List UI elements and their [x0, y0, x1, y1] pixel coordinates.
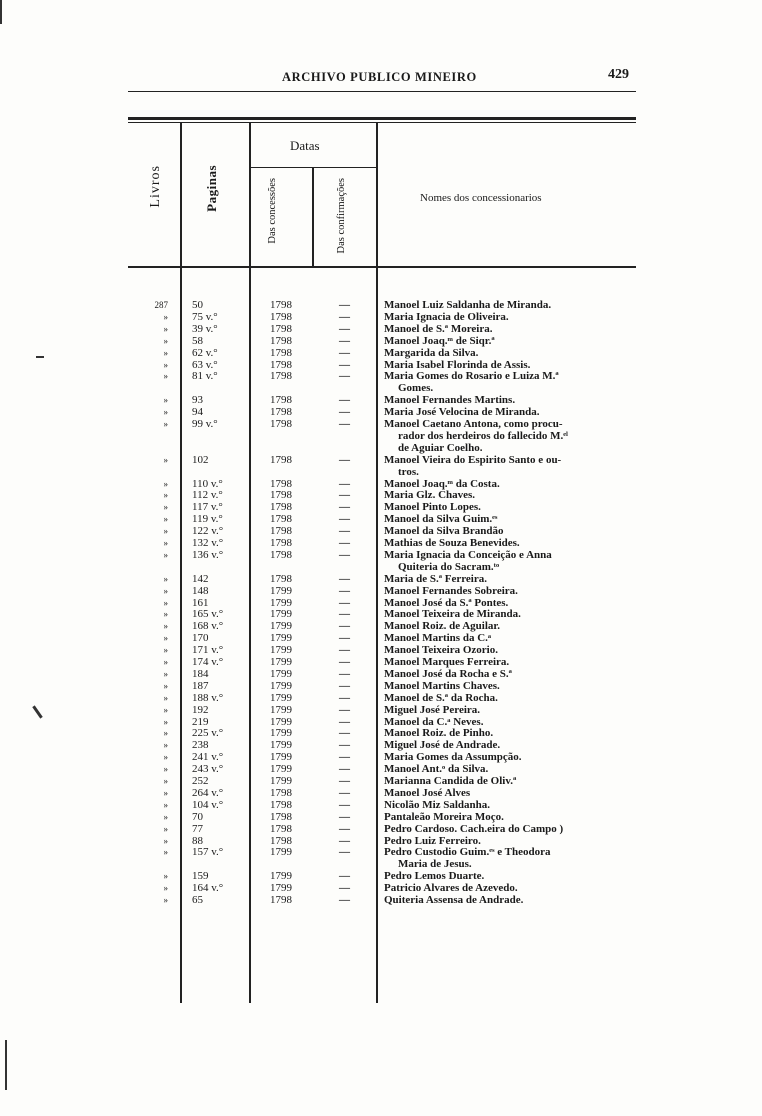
cell-pagina: 63 v.° — [192, 358, 218, 371]
cell-nome: Manoel José Alves — [384, 786, 471, 799]
cell-concessao: 1798 — [270, 822, 292, 835]
cell-livro: » — [163, 645, 168, 656]
cell-confirmacao: — — [339, 870, 350, 883]
cell-concessao: 1798 — [270, 513, 292, 526]
cell-pagina: 119 v.° — [192, 513, 223, 526]
cell-nome: Pedro Lemos Duarte. — [384, 870, 485, 883]
cell-nome: Manoel Teixeira Ozorio. — [384, 644, 498, 657]
cell-nome: Margarida da Silva. — [384, 346, 479, 359]
cell-concessao: 1799 — [270, 632, 292, 645]
cell-nome: Manoel Fernandes Martins. — [384, 394, 516, 407]
cell-pagina: 219 — [192, 715, 209, 728]
cell-pagina: 159 — [192, 870, 209, 883]
cell-concessao: 1798 — [270, 346, 292, 359]
cell-livro: » — [163, 680, 168, 691]
margin-mark — [36, 356, 44, 358]
cell-livro: » — [163, 585, 168, 596]
cell-nome: Manoel da Silva Brandão — [384, 525, 504, 538]
cell-concessao: 1798 — [270, 525, 292, 538]
cell-nome: Marianna Candida de Oliv.ª — [384, 775, 517, 787]
column-divider — [180, 123, 182, 1003]
cell-concessao: 1798 — [270, 394, 292, 407]
cell-livro: » — [163, 573, 168, 584]
cell-confirmacao: — — [339, 608, 350, 621]
cell-livro: » — [163, 323, 168, 334]
cell-concessao: 1799 — [270, 691, 292, 704]
cell-livro: » — [163, 799, 168, 810]
cell-concessao: 1798 — [270, 786, 292, 799]
cell-concessao: 1799 — [270, 620, 292, 633]
cell-concessao: 1798 — [270, 299, 292, 311]
cell-confirmacao: — — [339, 453, 350, 466]
table-top-rule — [128, 117, 636, 120]
cell-pagina: 81 v.° — [192, 370, 218, 383]
cell-concessao: 1798 — [270, 798, 292, 811]
cell-livro: » — [163, 811, 168, 822]
cell-concessao: 1798 — [270, 834, 292, 847]
cell-livro: » — [163, 692, 168, 703]
cell-livro: » — [163, 347, 168, 358]
cell-concessao: 1799 — [270, 667, 292, 680]
cell-concessao: 1798 — [270, 894, 292, 906]
cell-nome: Manoel Luiz Saldanha de Miranda. — [384, 299, 552, 311]
table-header-rule — [128, 266, 636, 268]
cell-nome: Quiteria Assensa de Andrade. — [384, 894, 524, 906]
cell-pagina: 88 — [192, 834, 203, 847]
cell-pagina: 157 v.° — [192, 846, 224, 859]
cell-nome: Maria Ignacia de Oliveira. — [384, 310, 509, 323]
cell-livro: » — [163, 514, 168, 525]
cell-nome: Manoel José da S.ª Pontes. — [384, 596, 509, 609]
cell-nome: Maria Glz. Chaves. — [384, 489, 476, 502]
cell-nome: Manoel da Silva Guim.ᵉˢ — [384, 513, 498, 526]
cell-confirmacao: — — [339, 346, 350, 359]
cell-concessao: 1799 — [270, 727, 292, 740]
cell-nome: Maria Gomes do Rosario e Luiza M.ª — [384, 370, 559, 383]
cell-pagina: 184 — [192, 667, 209, 680]
cell-confirmacao: — — [339, 846, 350, 859]
column-divider — [312, 168, 314, 266]
cell-concessao: 1798 — [270, 572, 292, 585]
cell-confirmacao: — — [339, 715, 350, 728]
cell-pagina: 39 v.° — [192, 322, 218, 335]
cell-confirmacao: — — [339, 763, 350, 776]
cell-concessao: 1799 — [270, 644, 292, 657]
cell-confirmacao: — — [339, 632, 350, 645]
column-header-datas: Datas — [290, 138, 320, 153]
cell-livro: » — [163, 668, 168, 679]
cell-livro: » — [163, 419, 168, 429]
cell-confirmacao: — — [339, 894, 350, 906]
cell-nome: Manoel Martins Chaves. — [384, 679, 500, 692]
cell-pagina: 94 — [192, 406, 203, 419]
cell-confirmacao: — — [339, 406, 350, 419]
cell-concessao: 1799 — [270, 679, 292, 692]
cell-pagina: 192 — [192, 703, 209, 716]
cell-livro: » — [163, 311, 168, 322]
cell-livro: » — [163, 526, 168, 537]
cell-confirmacao: — — [339, 667, 350, 680]
cell-confirmacao: — — [339, 751, 350, 764]
cell-pagina: 188 v.° — [192, 691, 224, 704]
cell-concessao: 1799 — [270, 775, 292, 787]
cell-nome: Maria Gomes da Assumpção. — [384, 751, 522, 764]
cell-confirmacao: — — [339, 691, 350, 704]
cell-pagina: 243 v.° — [192, 763, 224, 776]
cell-concessao: 1798 — [270, 810, 292, 823]
column-divider — [376, 123, 378, 1003]
cell-confirmacao: — — [339, 358, 350, 371]
cell-nome: Nicolão Miz Saldanha. — [384, 798, 491, 811]
cell-concessao: 1799 — [270, 715, 292, 728]
cell-livro: » — [163, 502, 168, 513]
cell-pagina: 161 — [192, 596, 209, 609]
cell-nome: Pedro Cardoso. Cach.eira do Campo ) — [384, 822, 564, 835]
cell-pagina: 252 — [192, 775, 209, 787]
cell-concessao: 1799 — [270, 846, 292, 859]
cell-livro: » — [163, 371, 168, 382]
cell-nome: Manoel Roiz. de Pinho. — [384, 727, 494, 740]
cell-livro: » — [163, 704, 168, 715]
margin-mark — [0, 0, 2, 24]
cell-nome: Manoel Martins da C.ᵃ — [384, 632, 492, 645]
cell-pagina: 117 v.° — [192, 501, 223, 514]
cell-pagina: 50 — [192, 299, 203, 311]
cell-confirmacao: — — [339, 596, 350, 609]
cell-pagina: 62 v.° — [192, 346, 218, 359]
cell-concessao: 1798 — [270, 477, 292, 490]
cell-confirmacao: — — [339, 310, 350, 323]
header-rule — [128, 91, 636, 92]
cell-confirmacao: — — [339, 489, 350, 502]
cell-nome: Manoel de S.ª Moreira. — [384, 322, 493, 335]
cell-concessao: 1798 — [270, 370, 292, 383]
cell-nome: Pedro Luiz Ferreiro. — [384, 834, 481, 847]
column-header-confirmacoes: Das confirmações — [336, 178, 347, 254]
cell-concessao: 1798 — [270, 548, 292, 561]
page-number: 429 — [608, 67, 629, 82]
cell-confirmacao: — — [339, 620, 350, 633]
cell-concessao: 1799 — [270, 763, 292, 776]
cell-livro: » — [163, 359, 168, 370]
cell-concessao: 1799 — [270, 596, 292, 609]
cell-confirmacao: — — [339, 798, 350, 811]
cell-confirmacao: — — [339, 572, 350, 585]
cell-confirmacao: — — [339, 644, 350, 657]
cell-livro: » — [163, 657, 168, 667]
cell-concessao: 1798 — [270, 358, 292, 371]
cell-pagina: 148 — [192, 584, 209, 597]
cell-livro: » — [163, 764, 168, 775]
cell-pagina: 164 v.° — [192, 882, 224, 895]
cell-confirmacao: — — [339, 786, 350, 799]
cell-livro: » — [163, 823, 168, 834]
cell-confirmacao: — — [339, 394, 350, 407]
cell-concessao: 1799 — [270, 703, 292, 716]
cell-livro: » — [163, 835, 168, 846]
cell-pagina: 238 — [192, 739, 209, 752]
cell-nome: Maria Isabel Florinda de Assis. — [384, 358, 531, 371]
cell-concessao: 1798 — [270, 537, 292, 549]
cell-confirmacao: — — [339, 370, 350, 383]
cell-concessao: 1799 — [270, 751, 292, 764]
cell-confirmacao: — — [339, 727, 350, 740]
cell-concessao: 1799 — [270, 608, 292, 621]
cell-pagina: 122 v.° — [192, 525, 224, 538]
cell-concessao: 1799 — [270, 739, 292, 752]
cell-confirmacao: — — [339, 299, 350, 311]
cell-nome: Manoel da C.ᵃ Neves. — [384, 715, 484, 728]
margin-mark — [32, 705, 42, 718]
cell-confirmacao: — — [339, 537, 350, 549]
cell-nome: Maria de S.ª Ferreira. — [384, 572, 487, 585]
cell-nome: Manoel Pinto Lopes. — [384, 501, 481, 514]
cell-pagina: 77 — [192, 822, 203, 835]
cell-nome: Manoel Vieira do Espirito Santo e ou- — [384, 453, 562, 466]
cell-nome-continuation: Gomes. — [398, 382, 434, 395]
cell-pagina: 110 v.° — [192, 477, 223, 490]
cell-livro: » — [163, 787, 168, 798]
cell-livro: » — [163, 621, 168, 632]
cell-livro: » — [163, 752, 168, 763]
cell-livro: » — [163, 871, 168, 882]
cell-livro: » — [163, 740, 168, 751]
cell-livro: » — [163, 597, 168, 608]
cell-nome-continuation: rador dos herdeiros do fallecido M.ᵉˡ — [398, 429, 568, 442]
cell-pagina: 132 v.° — [192, 537, 224, 549]
cell-nome: Maria José Velocina de Miranda. — [384, 406, 540, 419]
cell-pagina: 75 v.° — [192, 310, 218, 323]
cell-livro: » — [163, 728, 168, 739]
column-header-livros: Livros — [148, 165, 163, 208]
cell-pagina: 93 — [192, 394, 203, 407]
cell-nome-continuation: tros. — [398, 465, 419, 478]
cell-nome: Manoel Caetano Antona, como procu- — [384, 418, 563, 430]
cell-pagina: 65 — [192, 894, 203, 906]
cell-confirmacao: — — [339, 334, 350, 347]
cell-concessao: 1798 — [270, 489, 292, 502]
cell-confirmacao: — — [339, 822, 350, 835]
cell-livro: » — [163, 847, 168, 858]
margin-mark — [5, 1040, 7, 1090]
cell-confirmacao: — — [339, 418, 350, 430]
cell-concessao: 1798 — [270, 418, 292, 430]
cell-confirmacao: — — [339, 525, 350, 538]
cell-concessao: 1799 — [270, 656, 292, 668]
cell-livro: 287 — [154, 300, 168, 310]
cell-nome-continuation: Maria de Jesus. — [398, 858, 472, 871]
cell-livro: » — [163, 633, 168, 644]
cell-livro: » — [163, 895, 168, 905]
cell-concessao: 1798 — [270, 334, 292, 347]
column-header-paginas: Paginas — [204, 165, 219, 212]
cell-livro: » — [163, 538, 168, 548]
cell-pagina: 136 v.° — [192, 548, 224, 561]
cell-pagina: 70 — [192, 810, 203, 823]
cell-confirmacao: — — [339, 703, 350, 716]
cell-livro: » — [163, 716, 168, 727]
cell-confirmacao: — — [339, 584, 350, 597]
cell-livro: » — [163, 609, 168, 620]
cell-pagina: 171 v.° — [192, 644, 224, 657]
cell-pagina: 102 — [192, 453, 209, 466]
cell-concessao: 1799 — [270, 584, 292, 597]
cell-confirmacao: — — [339, 775, 350, 787]
cell-pagina: 187 — [192, 679, 209, 692]
cell-livro: » — [163, 407, 168, 418]
cell-nome: Manoel de S.ª da Rocha. — [384, 691, 498, 704]
cell-pagina: 174 v.° — [192, 656, 224, 668]
cell-concessao: 1798 — [270, 406, 292, 419]
cell-nome-continuation: de Aguiar Coelho. — [398, 441, 483, 454]
cell-confirmacao: — — [339, 501, 350, 514]
cell-livro: » — [163, 335, 168, 346]
cell-confirmacao: — — [339, 810, 350, 823]
cell-concessao: 1798 — [270, 322, 292, 335]
column-divider — [249, 123, 251, 1003]
cell-nome: Manoel Ant.ᵒ da Silva. — [384, 763, 489, 776]
cell-livro: » — [163, 490, 168, 501]
column-header-nomes: Nomes dos concessionarios — [420, 192, 542, 204]
cell-pagina: 99 v.° — [192, 418, 218, 430]
cell-pagina: 225 v.° — [192, 727, 224, 740]
cell-nome: Manoel Roiz. de Aguilar. — [384, 620, 501, 633]
column-header-concessoes: Das concessões — [267, 178, 278, 244]
cell-confirmacao: — — [339, 322, 350, 335]
cell-livro: » — [163, 478, 168, 489]
cell-confirmacao: — — [339, 548, 350, 561]
cell-livro: » — [163, 454, 168, 465]
cell-nome: Patricio Alvares de Azevedo. — [384, 882, 518, 895]
cell-concessao: 1798 — [270, 310, 292, 323]
cell-confirmacao: — — [339, 882, 350, 895]
cell-pagina: 264 v.° — [192, 786, 224, 799]
cell-pagina: 168 v.° — [192, 620, 224, 633]
cell-concessao: 1799 — [270, 882, 292, 895]
cell-nome: Miguel José de Andrade. — [384, 739, 501, 752]
table-top-rule-thin — [128, 122, 636, 123]
cell-nome: Manoel Joaq.ᵐ de Siqr.ª — [384, 334, 495, 347]
cell-nome-continuation: Quiteria do Sacram.ᵗᵒ — [398, 560, 500, 573]
cell-concessao: 1799 — [270, 870, 292, 883]
cell-pagina: 170 — [192, 632, 209, 645]
cell-nome: Manoel Teixeira de Miranda. — [384, 608, 521, 621]
cell-pagina: 104 v.° — [192, 798, 224, 811]
cell-confirmacao: — — [339, 656, 350, 668]
cell-nome: Manoel Joaq.ᵐ da Costa. — [384, 477, 500, 490]
cell-pagina: 142 — [192, 572, 209, 585]
cell-nome: Manoel Fernandes Sobreira. — [384, 584, 518, 597]
cell-livro: » — [163, 883, 168, 894]
cell-confirmacao: — — [339, 679, 350, 692]
cell-pagina: 165 v.° — [192, 608, 224, 621]
cell-livro: » — [163, 395, 168, 406]
cell-nome: Pedro Custodio Guim.ᵉˢ e Theodora — [384, 846, 551, 859]
cell-confirmacao: — — [339, 477, 350, 490]
cell-concessao: 1798 — [270, 453, 292, 466]
cell-pagina: 241 v.° — [192, 751, 224, 764]
cell-nome: Manoel José da Rocha e S.ª — [384, 667, 512, 680]
cell-confirmacao: — — [339, 513, 350, 526]
cell-livro: » — [163, 549, 168, 560]
cell-pagina: 58 — [192, 334, 203, 347]
cell-livro: » — [163, 776, 168, 786]
cell-pagina: 112 v.° — [192, 489, 223, 502]
cell-nome: Maria Ignacia da Conceição e Anna — [384, 548, 552, 561]
cell-confirmacao: — — [339, 834, 350, 847]
running-title: ARCHIVO PUBLICO MINEIRO — [282, 70, 477, 84]
cell-nome: Miguel José Pereira. — [384, 703, 481, 716]
cell-confirmacao: — — [339, 739, 350, 752]
cell-nome: Manoel Marques Ferreira. — [384, 656, 510, 668]
cell-nome: Mathias de Souza Benevides. — [384, 537, 520, 549]
cell-nome: Pantaleão Moreira Moço. — [384, 810, 504, 823]
cell-concessao: 1798 — [270, 501, 292, 514]
